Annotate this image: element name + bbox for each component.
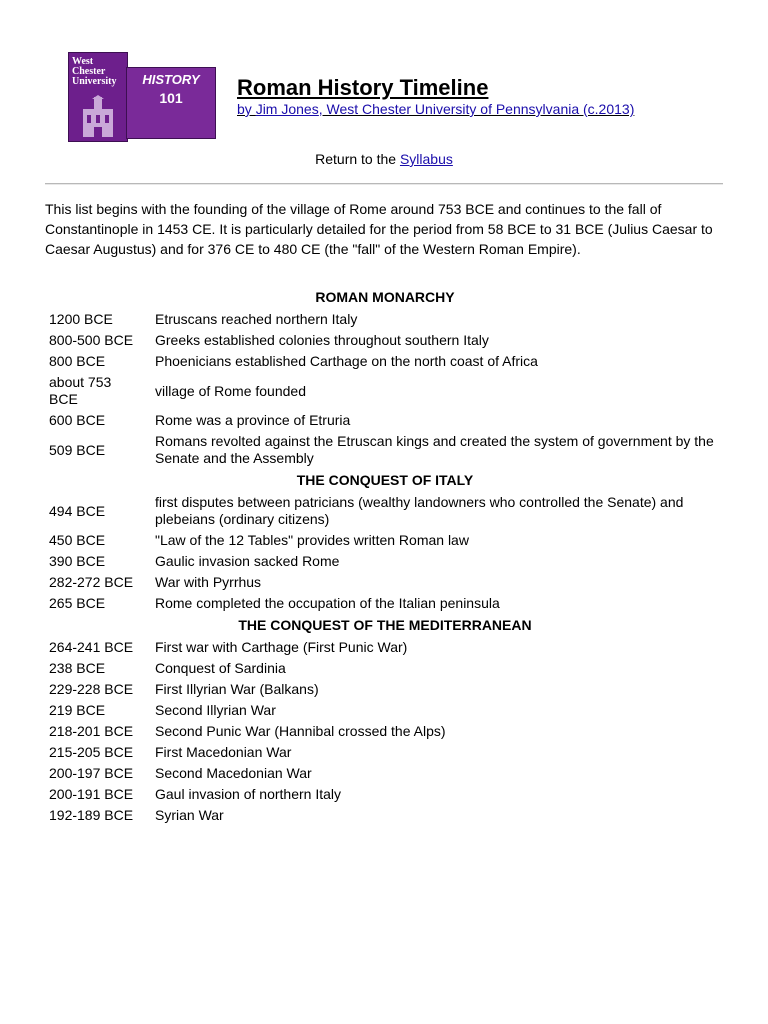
timeline-row bbox=[45, 530, 725, 551]
timeline-row bbox=[45, 492, 725, 530]
section-heading-row bbox=[45, 286, 725, 309]
event-description: First Illyrian War (Balkans) bbox=[155, 681, 319, 697]
building-icon bbox=[79, 95, 117, 137]
timeline-row bbox=[45, 410, 725, 431]
page-title: Roman History Timeline bbox=[237, 75, 489, 100]
return-text: Return to the bbox=[315, 151, 400, 167]
event-date: 229-228 BCE bbox=[49, 681, 134, 697]
timeline-row bbox=[45, 431, 725, 469]
event-date: 600 BCE bbox=[49, 412, 106, 428]
course-name: HISTORY bbox=[142, 72, 200, 87]
logo-school-line: West bbox=[72, 56, 94, 67]
section-heading: ROMAN MONARCHY bbox=[315, 289, 455, 305]
event-date: 200-191 BCE bbox=[49, 786, 134, 802]
event-date: 800-500 BCE bbox=[49, 332, 134, 348]
section-heading-row bbox=[45, 614, 725, 637]
event-description: First war with Carthage (First Punic War) bbox=[155, 639, 408, 655]
event-description: Second Punic War (Hannibal crossed the Alps) bbox=[155, 723, 446, 739]
timeline-row bbox=[45, 700, 725, 721]
timeline-row bbox=[45, 309, 725, 330]
timeline-row bbox=[45, 658, 725, 679]
event-description: Gaul invasion of northern Italy bbox=[155, 786, 341, 802]
timeline-row bbox=[45, 679, 725, 700]
event-description: War with Pyrrhus bbox=[155, 574, 262, 590]
section-heading: THE CONQUEST OF ITALY bbox=[296, 472, 474, 488]
timeline-row bbox=[45, 805, 725, 826]
byline-affiliation: , West Chester University of Pennsylvania (c.2013) bbox=[318, 101, 635, 117]
horizontal-divider bbox=[45, 183, 723, 185]
timeline-row bbox=[45, 784, 725, 805]
syllabus-link[interactable]: Syllabus bbox=[399, 151, 453, 167]
event-date: 238 BCE bbox=[49, 660, 106, 676]
event-date: 800 BCE bbox=[49, 353, 106, 369]
event-date: 218-201 BCE bbox=[49, 723, 134, 739]
timeline-row bbox=[45, 637, 725, 658]
event-description: First Macedonian War bbox=[155, 744, 292, 760]
timeline-row bbox=[45, 742, 725, 763]
logo-school-line: Chester bbox=[72, 66, 106, 77]
history-101-logo bbox=[62, 47, 226, 144]
section-heading: THE CONQUEST OF THE MEDITERRANEAN bbox=[238, 617, 532, 633]
event-description: Syrian War bbox=[155, 807, 224, 823]
event-date: 265 BCE bbox=[49, 595, 106, 611]
section-heading-row bbox=[45, 469, 725, 492]
timeline-row bbox=[45, 572, 725, 593]
intro-paragraph: This list begins with the founding of the village of Rome around 753 BCE and continues to the fall of Constantinople in 1453 CE. It is particularly detailed for the period from 58 BCE to 31 BCE (Julius Caesar to Caesar Augustus) and for 376 CE to 480 CE (the "fall" of the Western Roman Empire). bbox=[45, 201, 713, 257]
timeline-row bbox=[45, 721, 725, 742]
course-number: 101 bbox=[159, 90, 183, 106]
byline-prefix: by bbox=[237, 101, 256, 117]
event-description: Rome completed the occupation of the Italian peninsula bbox=[155, 595, 500, 611]
event-date: 390 BCE bbox=[49, 553, 106, 569]
event-description: village of Rome founded bbox=[155, 382, 306, 399]
event-description: Phoenicians established Carthage on the north coast of Africa bbox=[155, 353, 538, 369]
logo-school-line: University bbox=[72, 76, 117, 87]
event-date: 264-241 BCE bbox=[49, 639, 134, 655]
author-link[interactable]: Jim Jones bbox=[255, 101, 319, 117]
event-description: first disputes between patricians (wealthy landowners who controlled the Senate) and plebeians (ordinary citizens) bbox=[155, 494, 684, 527]
event-description: "Law of the 12 Tables" provides written Roman law bbox=[155, 532, 469, 548]
event-date: 494 BCE bbox=[49, 502, 106, 519]
timeline-row bbox=[45, 330, 725, 351]
event-date: 509 BCE bbox=[49, 441, 106, 458]
event-date: 1200 BCE bbox=[49, 311, 113, 327]
timeline-row bbox=[45, 763, 725, 784]
event-description: Second Illyrian War bbox=[155, 702, 276, 718]
event-date: 219 BCE bbox=[49, 702, 106, 718]
event-date: 192-189 BCE bbox=[49, 807, 134, 823]
event-date: 282-272 BCE bbox=[49, 574, 134, 590]
event-date: 450 BCE bbox=[49, 532, 106, 548]
event-date: about 753 BCE bbox=[49, 374, 112, 407]
timeline-row bbox=[45, 351, 725, 372]
event-description: Etruscans reached northern Italy bbox=[155, 311, 358, 327]
timeline-table bbox=[45, 286, 725, 826]
event-description: Greeks established colonies throughout southern Italy bbox=[155, 332, 489, 348]
event-description: Romans revolted against the Etruscan kings and created the system of government by the Senate and the Assembly bbox=[155, 433, 714, 466]
event-date: 215-205 BCE bbox=[49, 744, 134, 760]
event-description: Second Macedonian War bbox=[155, 765, 312, 781]
timeline-row bbox=[45, 551, 725, 572]
event-date: 200-197 BCE bbox=[49, 765, 134, 781]
event-description: Gaulic invasion sacked Rome bbox=[155, 553, 340, 569]
event-description: Rome was a province of Etruria bbox=[155, 412, 351, 428]
byline bbox=[237, 101, 634, 117]
return-nav bbox=[0, 151, 768, 167]
event-description: Conquest of Sardinia bbox=[155, 660, 286, 676]
timeline-row bbox=[45, 593, 725, 614]
course-banner bbox=[126, 67, 216, 139]
timeline-row bbox=[45, 372, 725, 410]
university-crest bbox=[68, 52, 128, 142]
